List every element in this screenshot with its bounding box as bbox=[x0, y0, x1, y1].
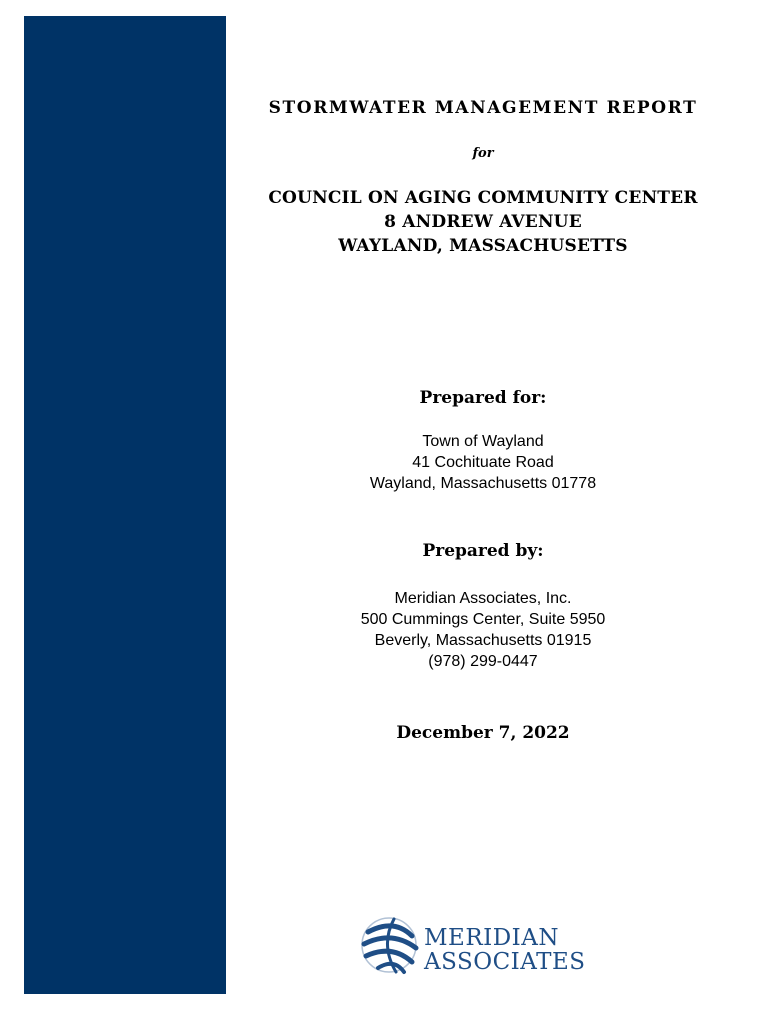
client-city: Wayland, Massachusetts 01778 bbox=[369, 475, 597, 492]
logo-line-2: ASSOCIATES bbox=[424, 949, 586, 975]
logo-line-1: MERIDIAN bbox=[424, 925, 560, 951]
prepared-by-heading: Prepared by: bbox=[422, 541, 544, 561]
report-date: December 7, 2022 bbox=[396, 723, 570, 743]
globe-swoosh-icon bbox=[358, 914, 420, 976]
project-title-block bbox=[226, 186, 740, 258]
project-city: WAYLAND, MASSACHUSETTS bbox=[338, 236, 628, 256]
client-street: 41 Cochituate Road bbox=[412, 454, 554, 471]
for-label: for bbox=[472, 146, 494, 161]
client-name: Town of Wayland bbox=[422, 433, 544, 450]
prepared-for-heading: Prepared for: bbox=[419, 388, 547, 408]
logo-wordmark bbox=[424, 926, 586, 974]
client-address bbox=[226, 431, 740, 494]
consultant-city: Beverly, Massachusetts 01915 bbox=[374, 632, 592, 649]
consultant-street: 500 Cummings Center, Suite 5950 bbox=[360, 611, 606, 628]
report-title: STORMWATER MANAGEMENT REPORT bbox=[268, 98, 698, 118]
project-name: COUNCIL ON AGING COMMUNITY CENTER bbox=[268, 188, 698, 208]
consultant-phone: (978) 299-0447 bbox=[428, 653, 538, 670]
project-street: 8 ANDREW AVENUE bbox=[384, 212, 582, 232]
consultant-name: Meridian Associates, Inc. bbox=[394, 590, 572, 607]
meridian-logo bbox=[358, 912, 598, 982]
cover-content bbox=[226, 0, 740, 1024]
cover-sidebar-band bbox=[24, 16, 226, 994]
consultant-address bbox=[226, 588, 740, 672]
